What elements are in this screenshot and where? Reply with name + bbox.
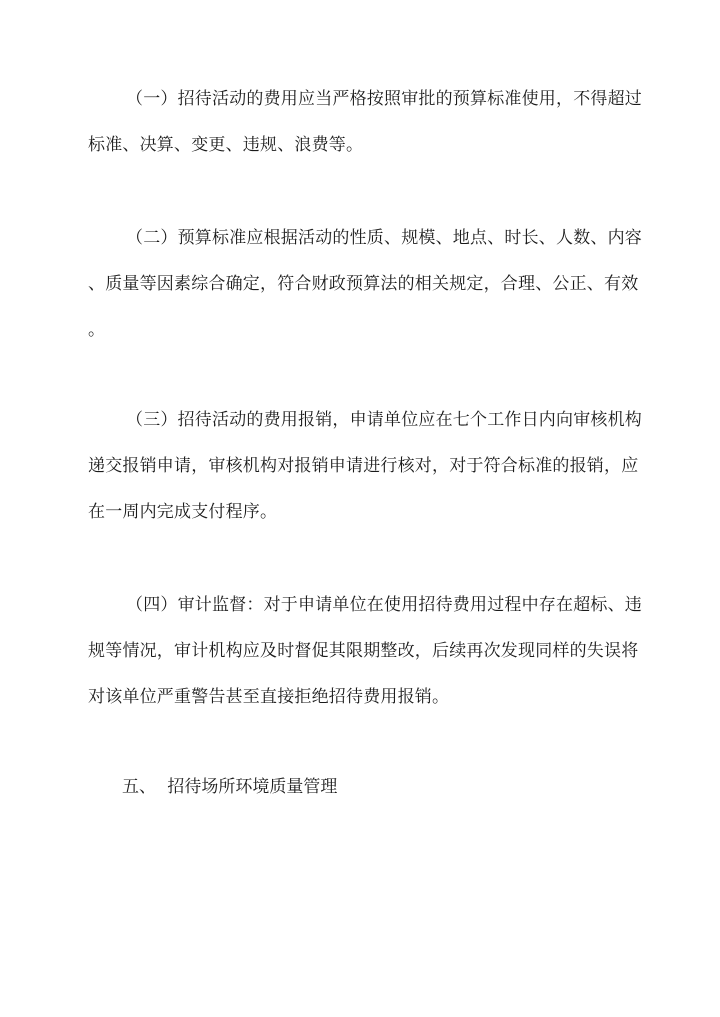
section-heading — [122, 764, 337, 810]
paragraph-line: （一）招待活动的费用应当严格按照审批的预算标准使用，不得超过 — [126, 89, 642, 109]
paragraph-line: （四）审计监督：对于申请单位在使用招待费用过程中存在超标、违 — [126, 595, 642, 615]
paragraph-line: 在一周内完成支付程序。 — [88, 502, 278, 522]
paragraph-line: 标准、决算、变更、违规、浪费等。 — [88, 135, 364, 155]
paragraph-line: （二）预算标准应根据活动的性质、规模、地点、时长、人数、内容 — [126, 228, 642, 248]
paragraph-line: 。 — [88, 320, 106, 340]
section-number: 五、 — [122, 777, 156, 797]
paragraph-4 — [88, 582, 642, 720]
paragraph-2 — [88, 215, 642, 353]
section-title: 招待场所环境质量管理 — [167, 777, 338, 797]
paragraph-1 — [88, 76, 642, 168]
paragraph-3 — [88, 397, 642, 535]
paragraph-line: 、质量等因素综合确定，符合财政预算法的相关规定，合理、公正、有效 — [88, 274, 639, 294]
paragraph-line: 规等情况，审计机构应及时督促其限期整改，后续再次发现同样的失误将 — [88, 641, 639, 661]
paragraph-line: 对该单位严重警告甚至直接拒绝招待费用报销。 — [88, 687, 450, 707]
paragraph-line: 递交报销申请，审核机构对报销申请进行核对，对于符合标准的报销，应 — [88, 456, 639, 476]
paragraph-line: （三）招待活动的费用报销，申请单位应在七个工作日内向审核机构 — [126, 410, 642, 430]
